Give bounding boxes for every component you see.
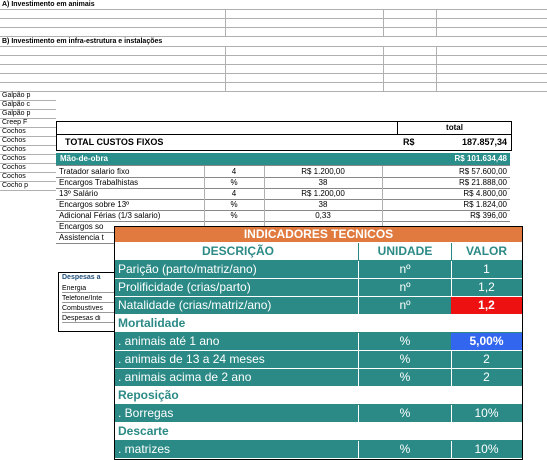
labor-total: R$ 21.888,00 [458, 178, 507, 187]
indicator-unit: % [359, 333, 452, 350]
total-header: total [397, 122, 511, 134]
total-fixed-currency: R$ [403, 137, 415, 147]
indicator-section-label: Reposição [118, 388, 179, 402]
partial-label: Galpão p [2, 92, 31, 99]
labor-total: R$ 1.824,00 [463, 200, 507, 209]
indicator-value: 1 [483, 262, 490, 276]
indicator-row [115, 369, 522, 387]
labor-qty: 4 [231, 189, 237, 198]
expenses-row: Telefone/Inte [62, 295, 120, 303]
indicators-title: INDICADORES TECNICOS [115, 227, 522, 243]
partial-label: Galpão p [2, 110, 31, 117]
indicator-description: Prolificidade (crias/parto) [115, 279, 359, 296]
partial-label: Cocho p [2, 182, 29, 189]
indicator-unit: % [359, 405, 452, 422]
indicator-row [115, 261, 522, 279]
labor-unit: 38 [318, 178, 328, 187]
labor-qty: 4 [231, 167, 237, 176]
labor-qty: % [230, 200, 238, 209]
indicator-description: . Borregas [115, 405, 359, 422]
partial-label: Cochos [2, 146, 26, 153]
indicator-row [115, 351, 522, 369]
section-b-partial-row [0, 181, 56, 191]
expenses-row: Despesas di [62, 315, 120, 323]
partial-label: Cochos [2, 137, 26, 144]
indicator-value: 2 [483, 370, 490, 384]
technical-indicators-table [114, 226, 523, 460]
indicator-unit: nº [359, 297, 452, 314]
labor-name: 13º Salário [59, 189, 98, 198]
indicator-row [115, 441, 522, 459]
indicator-description: Parição (parto/matriz/ano) [115, 261, 359, 278]
total-fixed-value: 187.857,34 [461, 137, 507, 147]
indicator-value: 1,2 [451, 297, 522, 314]
indicator-description: Natalidade (crias/matriz/ano) [115, 297, 359, 314]
labor-name: Encargos so [59, 222, 104, 231]
indicator-unit: nº [359, 279, 452, 296]
labor-total: R$ 57.600,00 [458, 167, 507, 176]
labor-name: Adicional Férias (1/3 salario) [59, 211, 161, 220]
header-unit: UNIDADE [359, 243, 452, 260]
expenses-title: Despesas a [62, 274, 101, 281]
fixed-costs-box [56, 121, 512, 151]
indicator-value: 2 [483, 352, 490, 366]
indicator-section-header [115, 423, 522, 441]
indicator-description: . animais acima de 2 ano [115, 369, 359, 386]
indicators-body [115, 261, 522, 459]
labor-unit: 0,33 [315, 211, 331, 220]
section-b-title: B) Investimento em infra-estrutura e instalações [0, 37, 547, 47]
indicator-unit: % [359, 351, 452, 368]
indicator-value: 5,00% [451, 333, 522, 350]
header-value: VALOR [465, 244, 508, 258]
indicator-row [115, 333, 522, 351]
partial-label: Galpão c [2, 101, 31, 108]
labor-title-value: R$ 101.634,48 [454, 154, 507, 163]
labor-name: Tratador salario fixo [59, 167, 130, 176]
labor-total: R$ 396,00 [470, 211, 507, 220]
labor-name: Assistencia t [59, 233, 104, 242]
indicator-row [115, 405, 522, 423]
partial-label: Cochos [2, 128, 26, 135]
labor-name: Encargos Trabalhistas [59, 178, 139, 187]
partial-label: Cochos [2, 173, 26, 180]
indicator-section-header [115, 387, 522, 405]
total-fixed-label: TOTAL CUSTOS FIXOS [65, 137, 164, 147]
indicator-section-label: Descarte [118, 424, 169, 438]
header-description: DESCRIÇÃO [115, 243, 359, 260]
expenses-row: Energia [62, 285, 120, 293]
indicator-value: 10% [474, 406, 499, 420]
partial-label: Creep F [2, 119, 28, 126]
indicator-description: . matrizes [115, 441, 359, 458]
labor-name: Encargos sobre 13º [59, 200, 130, 209]
indicator-value: 10% [474, 442, 499, 456]
expenses-table [58, 272, 122, 332]
labor-total: R$ 4.800,00 [463, 189, 507, 198]
labor-qty: % [230, 178, 238, 187]
section-a-title: A) Investimento em animais [0, 0, 547, 10]
indicator-row [115, 297, 522, 315]
labor-unit: R$ 1.200,00 [301, 167, 345, 176]
indicator-description: . animais de 13 a 24 meses [115, 351, 359, 368]
section-b-row [0, 82, 547, 92]
partial-label: Cochos [2, 164, 26, 171]
indicator-unit: nº [359, 261, 452, 278]
expenses-row: Combustíves [62, 305, 120, 313]
indicator-row [115, 279, 522, 297]
indicator-section-label: Mortalidade [118, 316, 186, 330]
labor-unit: 38 [318, 200, 328, 209]
indicator-description: . animais até 1 ano [115, 333, 359, 350]
indicator-unit: % [359, 369, 452, 386]
labor-title: Mão-de-obra [60, 154, 108, 163]
indicators-header-row [115, 243, 522, 261]
indicator-unit: % [359, 441, 452, 458]
indicator-value: 1,2 [478, 280, 495, 294]
labor-title-row [56, 153, 510, 166]
indicator-section-header [115, 315, 522, 333]
labor-unit: R$ 1.200,00 [301, 189, 345, 198]
section-a-row [0, 27, 547, 37]
labor-qty: % [230, 211, 238, 220]
partial-label: Cochos [2, 155, 26, 162]
